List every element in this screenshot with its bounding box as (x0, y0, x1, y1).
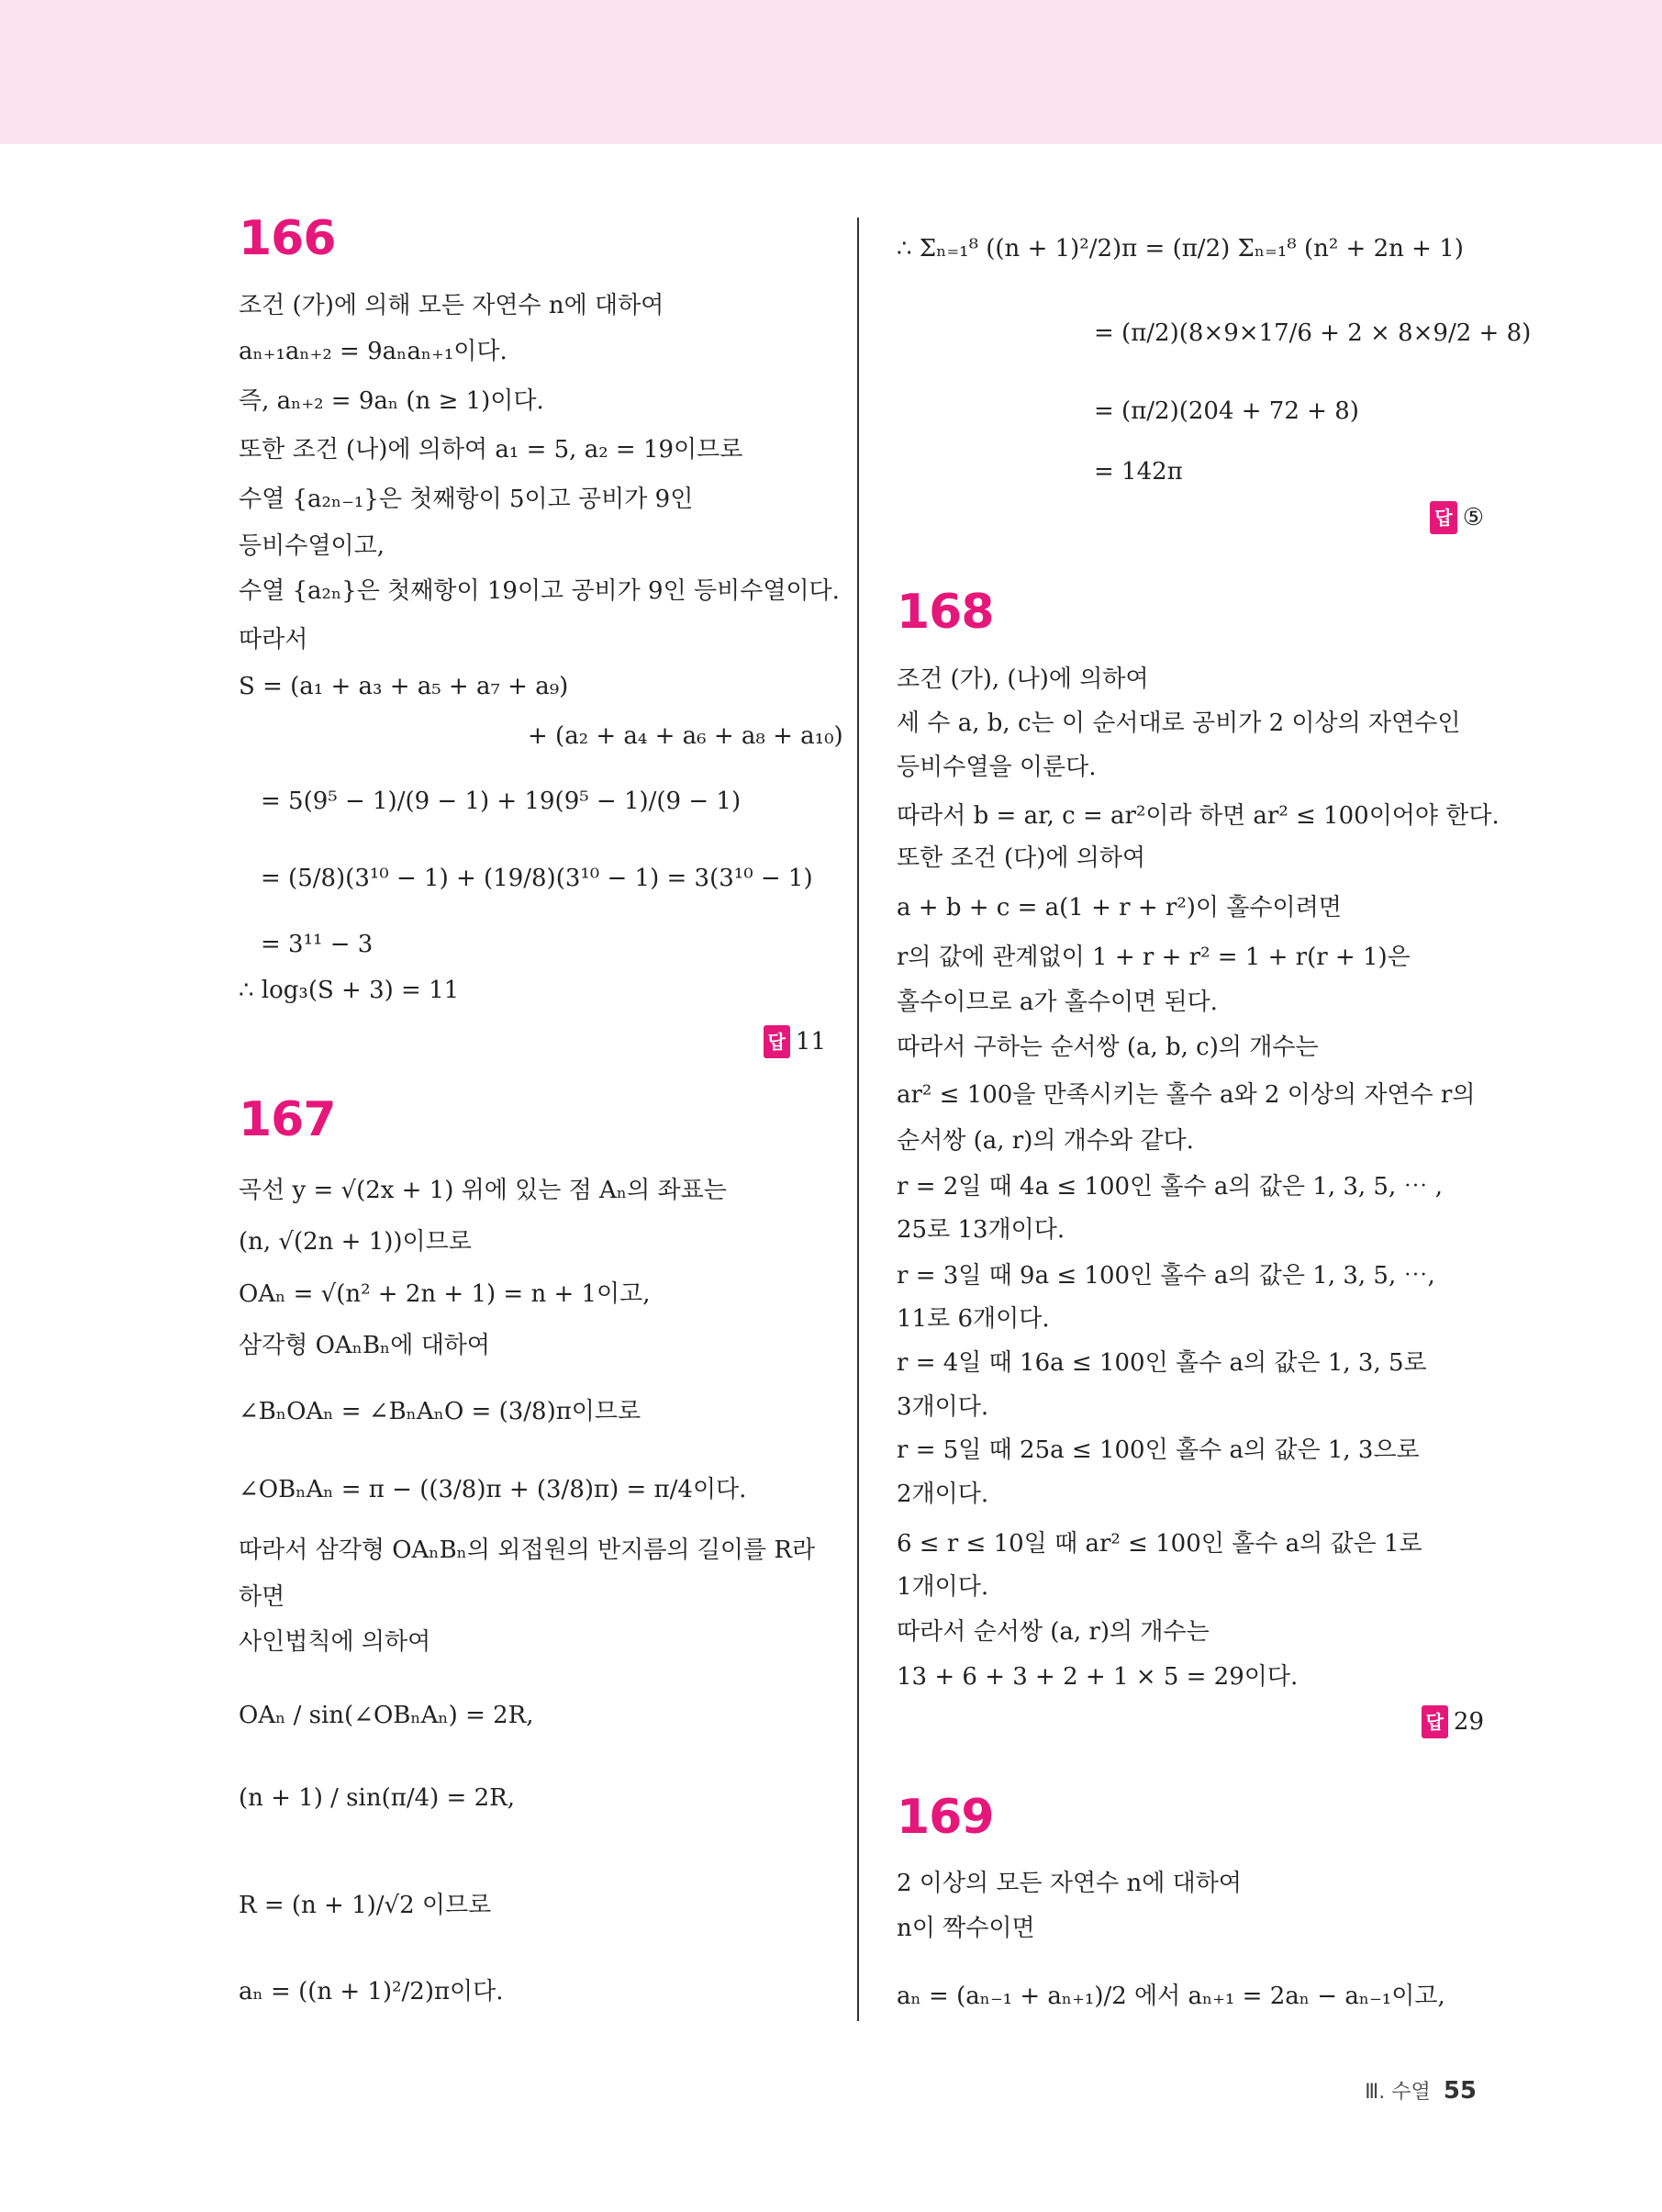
solution-line: a + b + c = a(1 + r + r²)이 홀수이려면 (897, 894, 1342, 922)
solution-line: ∠BₙOAₙ = ∠BₙAₙO = (3/8)π이므로 (239, 1398, 641, 1425)
answer-value: 11 (795, 1028, 826, 1056)
right-column (897, 0, 1532, 2212)
problem-number-168: 168 (897, 585, 994, 640)
solution-line: r = 4일 때 16a ≤ 100인 홀수 a의 값은 1, 3, 5로 (897, 1349, 1427, 1377)
solution-line: 등비수열을 이룬다. (897, 754, 1097, 781)
solution-line: 3개이다. (897, 1393, 989, 1421)
solution-line: + (a₂ + a₄ + a₆ + a₈ + a₁₀) (528, 722, 843, 750)
solution-line: 수열 {a₂ₙ₋₁}은 첫째항이 5이고 공비가 9인 (239, 486, 694, 513)
solution-line: (n + 1) / sin(π/4) = 2R, (239, 1784, 515, 1812)
answer-167 (1430, 501, 1484, 534)
solution-line: = 3¹¹ − 3 (261, 931, 374, 958)
solution-line: 따라서 순서쌍 (a, r)의 개수는 (897, 1618, 1210, 1646)
solution-line: = 142π (1094, 458, 1183, 486)
solution-line: 곡선 y = √(2x + 1) 위에 있는 점 Aₙ의 좌표는 (239, 1177, 727, 1204)
answer-value: 29 (1453, 1708, 1484, 1736)
solution-line: 1개이다. (897, 1573, 989, 1601)
solution-line: r = 2일 때 4a ≤ 100인 홀수 a의 값은 1, 3, 5, ⋯ , (897, 1173, 1444, 1201)
solution-line: ∠OBₙAₙ = π − ((3/8)π + (3/8)π) = π/4이다. (239, 1476, 747, 1503)
problem-number-166: 166 (239, 211, 336, 266)
solution-line: aₙ = (aₙ₋₁ + aₙ₊₁)/2 에서 aₙ₊₁ = 2aₙ − aₙ₋₁이고, (897, 1983, 1445, 2010)
solution-line: = 5(9⁵ − 1)/(9 − 1) + 19(9⁵ − 1)/(9 − 1) (261, 788, 742, 815)
answer-label: 답 (764, 1025, 790, 1058)
solution-line: 2 이상의 모든 자연수 n에 대하여 (897, 1870, 1243, 1897)
page-number: 55 (1443, 2077, 1477, 2105)
solution-line: OAₙ / sin(∠OBₙAₙ) = 2R, (239, 1702, 534, 1729)
solution-line: ∴ log₃(S + 3) = 11 (239, 977, 460, 1004)
solution-line: aₙ = ((n + 1)²/2)π이다. (239, 1978, 504, 2005)
answer-166 (764, 1025, 826, 1058)
solution-line: 순서쌍 (a, r)의 개수와 같다. (897, 1127, 1194, 1155)
solution-line: R = (n + 1)/√2 이므로 (239, 1892, 492, 1919)
solution-line: S = (a₁ + a₃ + a₅ + a₇ + a₉) (239, 673, 569, 700)
answer-168 (1422, 1705, 1484, 1738)
solution-line: ar² ≤ 100을 만족시키는 홀수 a와 2 이상의 자연수 r의 (897, 1081, 1476, 1109)
solution-line: 2개이다. (897, 1480, 989, 1508)
solution-line: 수열 {a₂ₙ}은 첫째항이 19이고 공비가 9인 등비수열이다. (239, 577, 840, 605)
solution-line: 등비수열이고, (239, 532, 385, 560)
solution-line: 6 ≤ r ≤ 10일 때 ar² ≤ 100인 홀수 a의 값은 1로 (897, 1530, 1422, 1558)
solution-line: = (5/8)(3¹⁰ − 1) + (19/8)(3¹⁰ − 1) = 3(3¹⁰ − 1) (261, 865, 813, 892)
solution-line: ∴ Σₙ₌₁⁸ ((n + 1)²/2)π = (π/2) Σₙ₌₁⁸ (n² + 2n + 1) (897, 235, 1464, 263)
solution-line: OAₙ = √(n² + 2n + 1) = n + 1이고, (239, 1280, 651, 1308)
solution-line: 사인법칙에 의하여 (239, 1628, 431, 1656)
solution-line: 즉, aₙ₊₂ = 9aₙ (n ≥ 1)이다. (239, 387, 544, 415)
left-column (239, 0, 843, 2212)
solution-line: 조건 (가), (나)에 의하여 (897, 665, 1149, 693)
column-divider (857, 218, 859, 2021)
solution-line: n이 짝수이면 (897, 1915, 1035, 1942)
solution-line: 따라서 (239, 626, 308, 654)
problem-number-167: 167 (239, 1092, 336, 1147)
page-footer (1365, 2076, 1477, 2105)
solution-line: 또한 조건 (나)에 의하여 a₁ = 5, a₂ = 19이므로 (239, 436, 743, 464)
solution-line: 25로 13개이다. (897, 1216, 1065, 1244)
solution-line: r = 5일 때 25a ≤ 100인 홀수 a의 값은 1, 3으로 (897, 1436, 1420, 1464)
solution-line: 삼각형 OAₙBₙ에 대하여 (239, 1332, 491, 1359)
solution-line: (n, √(2n + 1))이므로 (239, 1228, 472, 1256)
solution-line: 따라서 b = ar, c = ar²이라 하면 ar² ≤ 100이어야 한다. (897, 802, 1500, 830)
solution-line: 홀수이므로 a가 홀수이면 된다. (897, 989, 1218, 1016)
answer-label: 답 (1430, 501, 1456, 534)
solution-line: r = 3일 때 9a ≤ 100인 홀수 a의 값은 1, 3, 5, ⋯, (897, 1262, 1435, 1290)
solution-line: 또한 조건 (다)에 의하여 (897, 844, 1146, 872)
solution-line: 13 + 6 + 3 + 2 + 1 × 5 = 29이다. (897, 1663, 1299, 1691)
answer-label: 답 (1422, 1705, 1448, 1738)
solution-line: r의 값에 관계없이 1 + r + r² = 1 + r(r + 1)은 (897, 944, 1411, 971)
solution-line: 따라서 구하는 순서쌍 (a, b, c)의 개수는 (897, 1033, 1319, 1061)
solution-line: 하면 (239, 1583, 285, 1611)
solution-line: 조건 (가)에 의해 모든 자연수 n에 대하여 (239, 292, 664, 319)
solution-line: = (π/2)(8×9×17/6 + 2 × 8×9/2 + 8) (1094, 319, 1532, 347)
problem-number-169: 169 (897, 1790, 994, 1845)
solution-line: 11로 6개이다. (897, 1305, 1050, 1333)
solution-line: 따라서 삼각형 OAₙBₙ의 외접원의 반지름의 길이를 R라 (239, 1536, 816, 1564)
solution-line: 세 수 a, b, c는 이 순서대로 공비가 2 이상의 자연수인 (897, 709, 1461, 737)
chapter-label: Ⅲ. 수열 (1365, 2081, 1431, 2104)
solution-line: = (π/2)(204 + 72 + 8) (1094, 397, 1359, 425)
solution-line: aₙ₊₁aₙ₊₂ = 9aₙaₙ₊₁이다. (239, 338, 508, 365)
answer-value: ⑤ (1462, 504, 1484, 531)
